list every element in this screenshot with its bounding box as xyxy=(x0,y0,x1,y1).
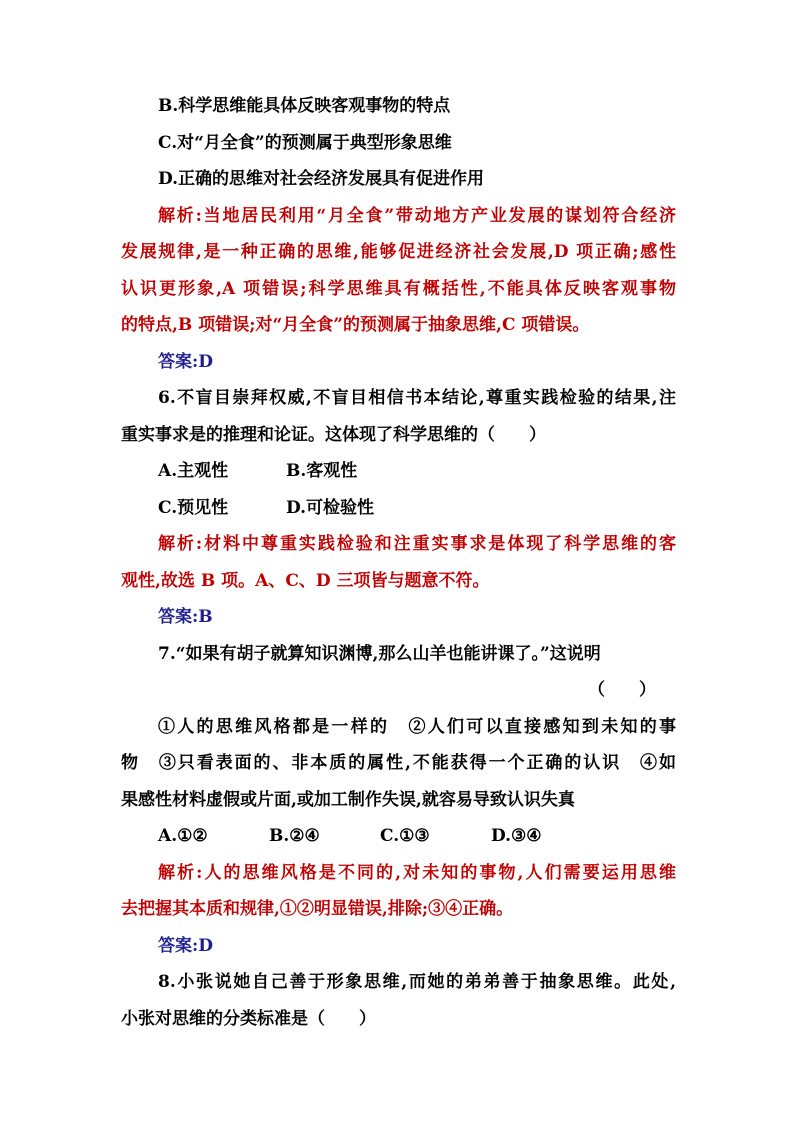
q8-stem-line: 8.小张说她自己善于形象思维,而她的弟弟善于抽象思维。此处, xyxy=(158,972,676,992)
q5-explanation xyxy=(121,198,676,344)
q7-statement-line: 物 ③只看表面的、非本质的属性,不能获得一个正确的认识 ④如 xyxy=(121,753,676,773)
q7-options-row xyxy=(121,818,676,855)
q7-option-a: A.①② xyxy=(158,826,208,846)
question-content xyxy=(121,88,676,1037)
q5-option-b: B.科学思维能具体反映客观事物的特点 xyxy=(158,96,451,116)
q6-option-d: D.可检验性 xyxy=(286,497,375,518)
q7-explanation-line: 解析:人的思维风格是不同的,对未知的事物,人们需要运用思维 xyxy=(158,862,676,883)
q6-option-c: C.预见性 xyxy=(158,497,229,518)
q6-stem-line: 重实事求是的推理和论证。这体现了科学思维的（ ） xyxy=(121,424,546,445)
q7-stem: 7.“如果有胡子就算知识渊博,那么山羊也能讲课了。”这说明 xyxy=(158,643,601,664)
q5-explanation-line: 认识更形象,A 项错误;科学思维具有概括性,不能具体反映客观事物 xyxy=(121,278,676,299)
q6-option-b: B.客观性 xyxy=(286,461,358,481)
q8-stem-line: 小张对思维的分类标准是（ ） xyxy=(121,1008,376,1029)
q7-option-c: C.①③ xyxy=(380,826,430,846)
q7-statement-line: 果感性材料虚假或片面,或加工制作失误,就容易导致认识失真 xyxy=(121,789,575,810)
q6-explanation xyxy=(121,526,676,599)
q7-statements xyxy=(121,709,676,819)
q6-stem-line: 6.不盲目崇拜权威,不盲目相信书本结论,尊重实践检验的结果,注 xyxy=(158,388,676,408)
q6-options-row xyxy=(121,490,676,527)
q7-explanation-line: 去把握其本质和规律,①②明显错误,排除;③④正确。 xyxy=(121,899,514,919)
q5-option-c: C.对“月全食”的预测属于典型形象思维 xyxy=(158,132,452,153)
q5-explanation-line: 发展规律,是一种正确的思维,能够促进经济社会发展,D 项正确;感性 xyxy=(121,242,676,262)
q6-explanation-line: 解析:材料中尊重实践检验和注重实事求是体现了科学思维的客 xyxy=(158,534,676,554)
q5-explanation-line: 解析:当地居民利用“月全食”带动地方产业发展的谋划符合经济 xyxy=(158,205,676,226)
q6-answer: 答案:B xyxy=(158,607,213,627)
q6-explanation-line: 观性,故选 B 项。A、C、D 三项皆与题意不符。 xyxy=(121,570,490,591)
q6-stem xyxy=(121,380,676,453)
q8-stem xyxy=(121,964,676,1037)
q7-option-d: D.③④ xyxy=(491,826,542,846)
q7-statement-line: ①人的思维风格都是一样的 ②人们可以直接感知到未知的事 xyxy=(158,716,676,737)
q7-explanation xyxy=(121,855,676,928)
q7-answer-bracket: （ ） xyxy=(588,680,656,700)
q5-explanation-line: 的特点,B 项错误;对“月全食”的预测属于抽象思维,C 项错误。 xyxy=(121,315,590,335)
q5-answer: 答案:D xyxy=(158,351,214,372)
q5-option-d: D.正确的思维对社会经济发展具有促进作用 xyxy=(158,169,485,189)
q7-option-b: B.②④ xyxy=(269,826,320,846)
q7-answer: 答案:D xyxy=(158,935,214,956)
q6-options-row xyxy=(121,453,676,490)
q6-option-a: A.主观性 xyxy=(158,461,229,481)
